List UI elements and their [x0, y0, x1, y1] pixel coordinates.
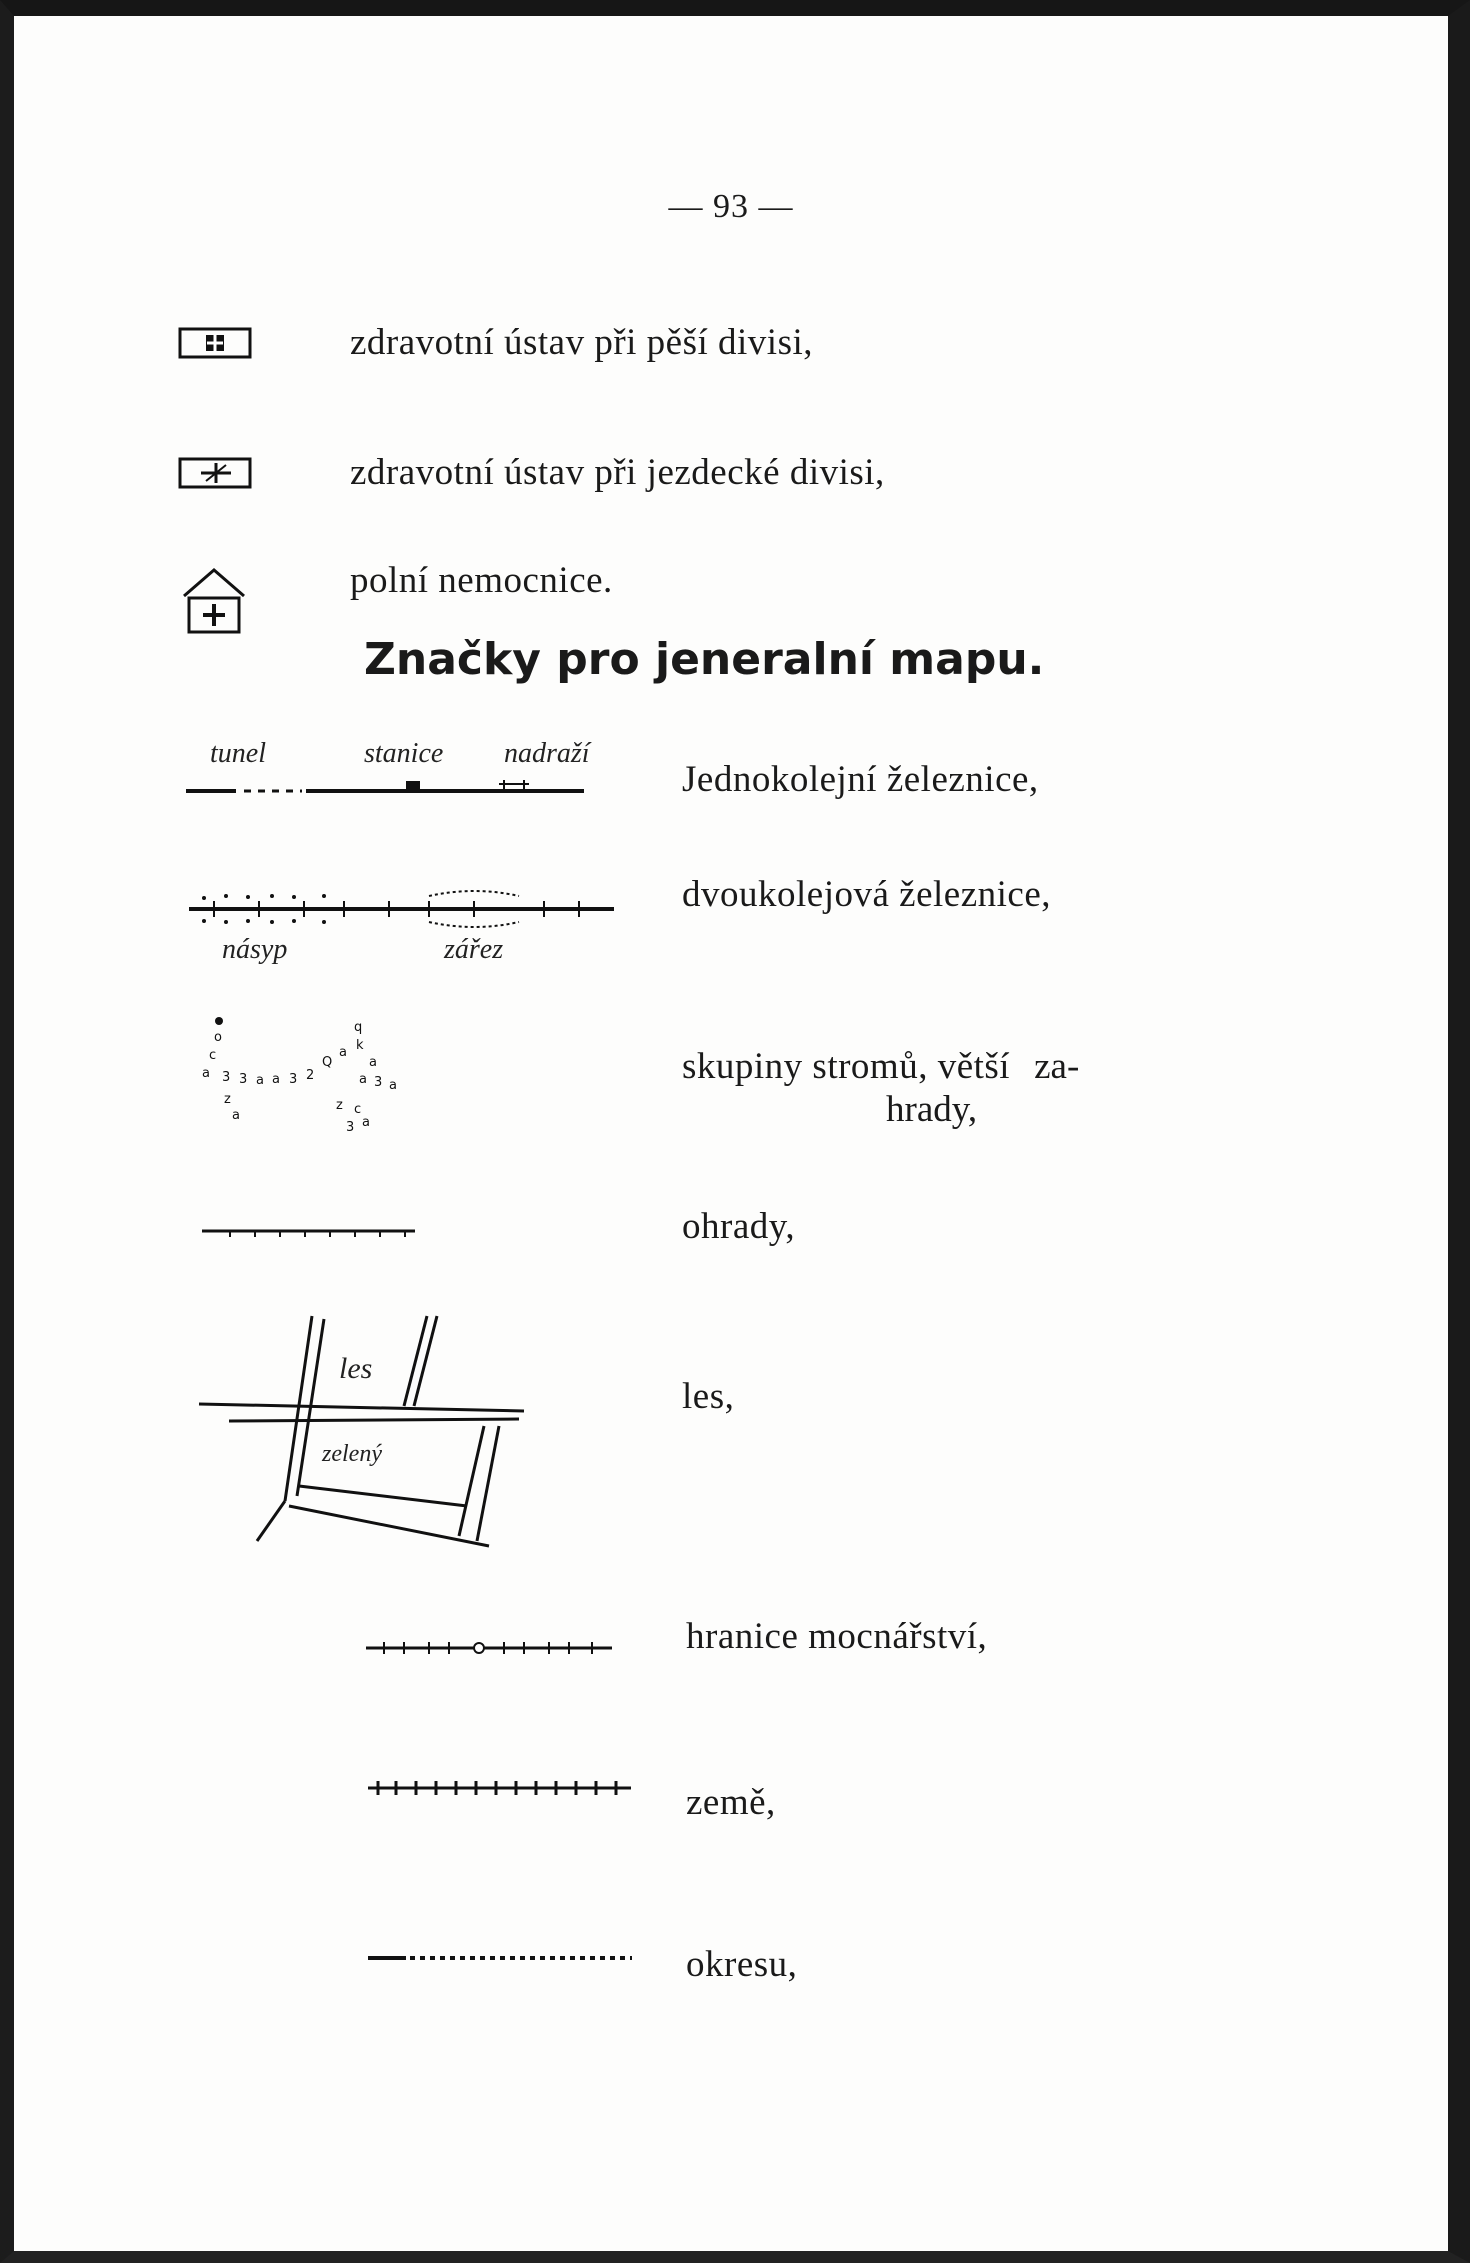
land-border-symbol	[366, 1778, 636, 1798]
page-number: — 93 —	[668, 188, 794, 225]
district-border-symbol	[366, 1950, 636, 1966]
svg-text:a: a	[272, 1072, 280, 1087]
legend-tree-groups-line1: skupiny stromů, větší	[682, 1046, 1011, 1087]
svg-text:q: q	[354, 1020, 363, 1035]
legend-district-border: okresu,	[686, 1944, 798, 1985]
svg-text:a: a	[359, 1072, 367, 1087]
svg-text:a: a	[362, 1115, 370, 1130]
legend-power-border: hranice mocnářství,	[686, 1616, 988, 1657]
svg-text:3: 3	[289, 1072, 298, 1087]
svg-text:a: a	[256, 1073, 264, 1088]
svg-text:c: c	[209, 1048, 217, 1063]
double-track-railway-symbol	[184, 884, 624, 934]
svg-text:3: 3	[346, 1120, 355, 1135]
legend-tree-groups	[682, 1046, 1079, 1131]
legend-field-hospital: polní nemocnice.	[350, 560, 613, 601]
legend-double-track: dvoukolejová železnice,	[682, 874, 1051, 915]
cavalry-health-icon	[176, 453, 256, 493]
section-heading: Značky pro jeneralní mapu.	[364, 634, 1045, 685]
legend-single-track: Jednokolejní železnice,	[682, 759, 1039, 800]
svg-text:3: 3	[222, 1070, 231, 1085]
tree-groups-symbol	[194, 1011, 434, 1141]
label-les: les	[339, 1352, 373, 1385]
svg-text:3: 3	[374, 1075, 383, 1090]
legend-infantry-health: zdravotní ústav při pěší divisi,	[350, 322, 814, 363]
svg-text:Q: Q	[322, 1055, 333, 1070]
legend-land-border: země,	[686, 1782, 776, 1823]
legend-forest: les,	[682, 1376, 735, 1417]
label-stanice: stanice	[364, 738, 444, 769]
svg-text:k: k	[356, 1038, 364, 1053]
power-border-symbol	[364, 1638, 614, 1658]
field-hospital-icon	[179, 564, 249, 639]
svg-text:a: a	[369, 1055, 377, 1070]
svg-text:z: z	[224, 1092, 231, 1107]
single-track-railway-symbol	[184, 776, 619, 806]
infantry-health-icon	[176, 323, 256, 363]
label-nasyp: násyp	[222, 934, 288, 965]
svg-text:3: 3	[239, 1072, 248, 1087]
legend-cavalry-health: zdravotní ústav při jezdecké divisi,	[350, 452, 885, 493]
forest-symbol	[199, 1311, 529, 1561]
label-nadrazi: nadraží	[504, 738, 590, 769]
svg-text:a: a	[232, 1108, 240, 1123]
label-zeleny: zelený	[322, 1441, 382, 1467]
legend-tree-groups-hyphen: za-	[1034, 1046, 1080, 1087]
legend-fences: ohrady,	[682, 1206, 796, 1247]
label-tunel: tunel	[210, 738, 266, 769]
svg-text:o: o	[214, 1030, 222, 1045]
label-zarez: zářez	[444, 934, 504, 965]
svg-text:a: a	[202, 1066, 210, 1081]
svg-text:2: 2	[306, 1068, 315, 1083]
legend-tree-groups-line2: hrady,	[886, 1088, 978, 1130]
svg-text:z: z	[336, 1098, 343, 1113]
fences-symbol	[200, 1221, 420, 1241]
svg-text:a: a	[389, 1078, 397, 1093]
svg-text:c: c	[354, 1102, 362, 1117]
svg-text:a: a	[339, 1045, 347, 1060]
